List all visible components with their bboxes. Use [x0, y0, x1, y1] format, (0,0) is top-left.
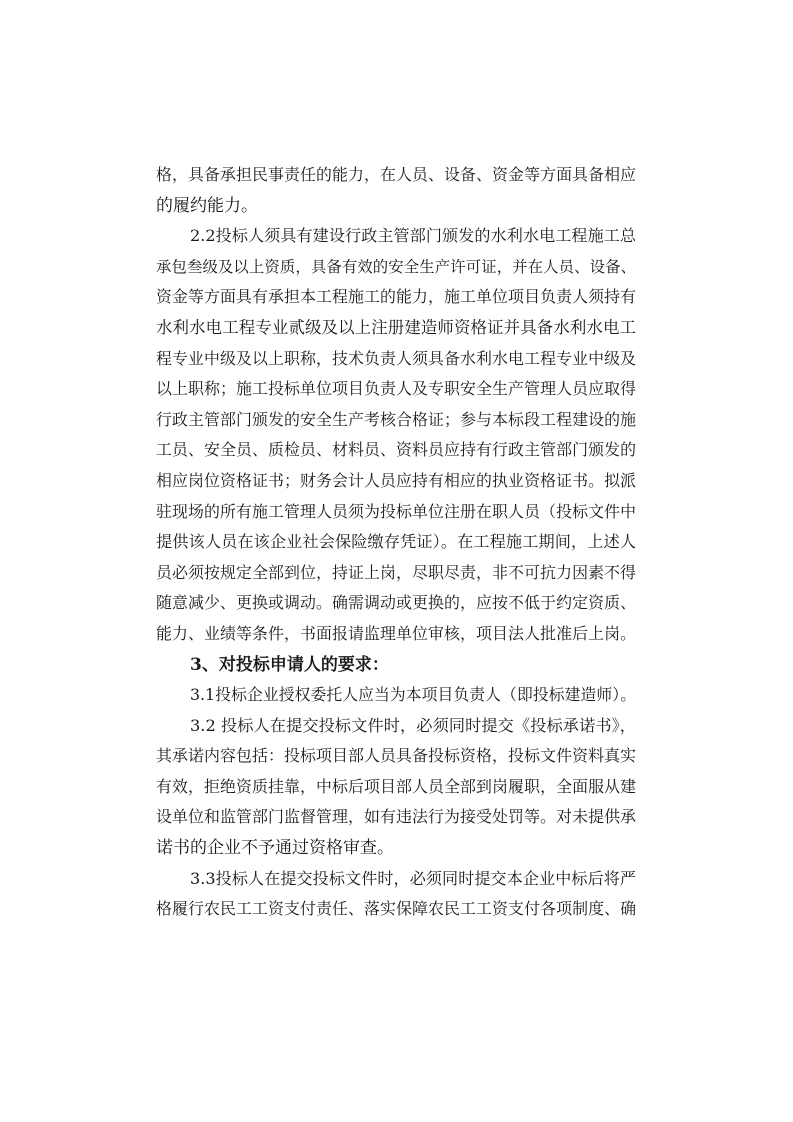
text-line: 有效，拒绝资质挂靠，中标后项目部人员全部到岗履职，全面服从建: [156, 776, 636, 796]
text-line: 随意减少、更换或调动。确需调动或更换的，应按不低于约定资质、: [156, 593, 636, 613]
text-line: 员必须按规定全部到位，持证上岗，尽职尽责，非不可抗力因素不得: [156, 562, 636, 582]
text-line: 2.2投标人须具有建设行政主管部门颁发的水利水电工程施工总: [190, 226, 636, 246]
text-line: 能力、业绩等条件，书面报请监理单位审核，项目法人批准后上岗。: [156, 623, 636, 643]
text-line: 相应岗位资格证书；财务会计人员应持有相应的执业资格证书。拟派: [156, 470, 636, 490]
text-line: 设单位和监管部门监督管理，如有违法行为接受处罚等。对未提供承: [156, 807, 636, 827]
text-line: 格，具备承担民事责任的能力，在人员、设备、资金等方面具备相应: [156, 165, 636, 184]
text-line: 驻现场的所有施工管理人员须为投标单位注册在职人员（投标文件中: [156, 501, 636, 521]
text-line: 3.1投标企业授权委托人应当为本项目负责人（即投标建造师）。: [190, 685, 636, 705]
text-line: 水利水电工程专业贰级及以上注册建造师资格证并具备水利水电工: [156, 317, 636, 337]
text-line: 程专业中级及以上职称，技术负责人须具备水利水电工程专业中级及: [156, 348, 636, 368]
text-line: 格履行农民工工资支付责任、落实保障农民工工资支付各项制度、确: [156, 899, 636, 919]
text-line: 承包叁级及以上资质，具备有效的安全生产许可证，并在人员、设备、: [156, 257, 636, 276]
text-line: 行政主管部门颁发的安全生产考核合格证；参与本标段工程建设的施: [156, 409, 636, 429]
section-heading: 3、对投标申请人的要求：: [190, 654, 389, 675]
text-line: 提供该人员在该企业社会保险缴存凭证）。在工程施工期间，上述人: [156, 532, 636, 552]
text-line: 以上职称；施工投标单位项目负责人及专职安全生产管理人员应取得: [156, 379, 636, 399]
text-line: 工员、安全员、质检员、材料员、资料员应持有行政主管部门颁发的: [156, 440, 636, 460]
text-line: 3.3投标人在提交投标文件时，必须同时提交本企业中标后将严: [190, 868, 636, 888]
document-body: [156, 160, 636, 925]
text-line: 其承诺内容包括：投标项目部人员具备投标资格，投标文件资料真实: [156, 746, 636, 766]
text-line: 诺书的企业不予通过资格审查。: [156, 838, 394, 859]
text-line: 资金等方面具有承担本工程施工的能力，施工单位项目负责人须持有: [156, 287, 636, 307]
text-line: 的履约能力。: [156, 195, 258, 216]
text-line: 3.2 投标人在提交投标文件时，必须同时提交《投标承诺书》，: [190, 715, 636, 735]
